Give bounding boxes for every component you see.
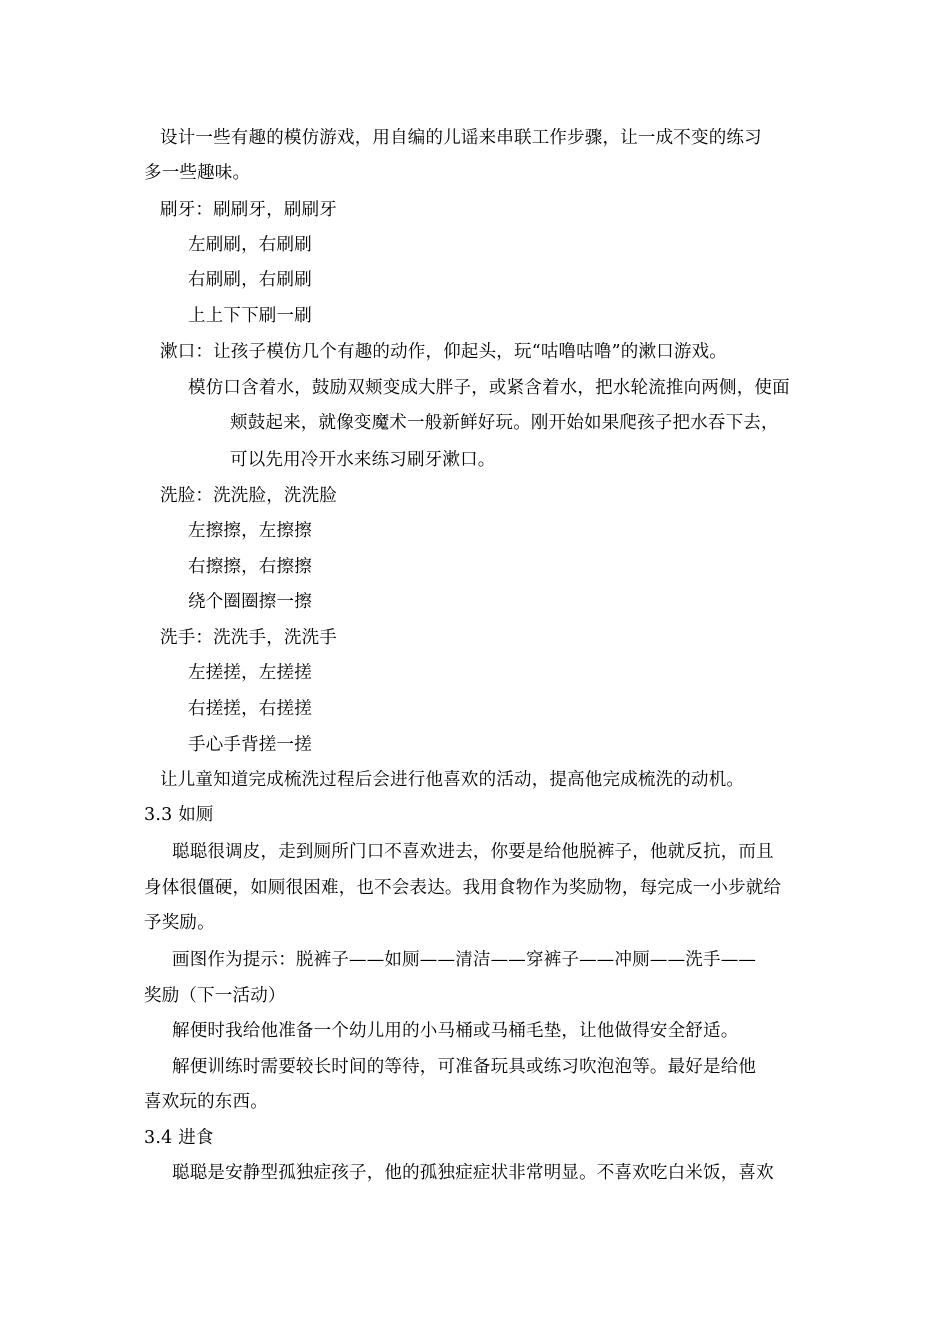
face-washing-rhyme-title: 洗脸：洗洗脸，洗洗脸 xyxy=(160,486,337,506)
motivation-paragraph: 让儿童知道完成梳洗过程后会进行他喜欢的活动，提高他完成梳洗的动机。 xyxy=(160,770,745,790)
rinsing-title: 漱口：让孩子模仿几个有趣的动作，仰起头，玩“咕噜咕噜”的漱口游戏。 xyxy=(160,342,727,362)
face-washing-rhyme-line-2: 右擦擦，右擦擦 xyxy=(188,557,312,577)
brushing-rhyme-line-1: 左刷刷，右刷刷 xyxy=(188,235,312,255)
hand-washing-rhyme-line-2: 右搓搓，右搓搓 xyxy=(188,699,312,719)
waiting-paragraph-line-1: 解便训练时需要较长时间的等待，可准备玩具或练习吹泡泡等。最好是给他 xyxy=(172,1057,757,1077)
picture-prompt-line-1: 画图作为提示：脱裤子——如厕——清洁——穿裤子——冲厕——洗手—— xyxy=(172,950,757,970)
rinsing-text-line-3: 可以先用冷开水来练习刷牙漱口。 xyxy=(230,450,496,470)
section-heading-eating: 3.4 进食 xyxy=(144,1128,214,1148)
paragraph-intro-line-1: 设计一些有趣的模仿游戏，用自编的儿谣来串联工作步骤，让一成不变的练习 xyxy=(160,128,762,148)
potty-paragraph: 解便时我给他准备一个幼儿用的小马桶或马桶毛垫，让他做得安全舒适。 xyxy=(172,1021,739,1041)
eating-paragraph-line-1: 聪聪是安静型孤独症孩子，他的孤独症症状非常明显。不喜欢吃白米饭，喜欢 xyxy=(172,1163,774,1183)
brushing-rhyme-line-2: 右刷刷，右刷刷 xyxy=(188,270,312,290)
toileting-paragraph-line-3: 予奖励。 xyxy=(144,913,215,933)
rinsing-text-line-1: 模仿口含着水，鼓励双颊变成大胖子，或紧含着水，把水轮流推向两侧，使面 xyxy=(188,378,790,398)
face-washing-rhyme-line-1: 左擦擦，左擦擦 xyxy=(188,521,312,541)
waiting-paragraph-line-2: 喜欢玩的东西。 xyxy=(144,1092,268,1112)
brushing-rhyme-line-3: 上上下下刷一刷 xyxy=(188,306,312,326)
toileting-paragraph-line-1: 聪聪很调皮，走到厕所门口不喜欢进去，你要是给他脱裤子，他就反抗，而且 xyxy=(172,842,774,862)
section-heading-toileting: 3.3 如厕 xyxy=(144,805,214,825)
paragraph-intro-line-2: 多一些趣味。 xyxy=(144,163,251,183)
rinsing-text-line-2: 颊鼓起来，就像变魔术一般新鲜好玩。刚开始如果爬孩子把水吞下去， xyxy=(230,413,779,433)
hand-washing-rhyme-line-1: 左搓搓，左搓搓 xyxy=(188,663,312,683)
hand-washing-rhyme-title: 洗手：洗洗手，洗洗手 xyxy=(160,628,337,648)
toileting-paragraph-line-2: 身体很僵硬，如厕很困难，也不会表达。我用食物作为奖励物，每完成一小步就给 xyxy=(144,878,782,898)
face-washing-rhyme-line-3: 绕个圈圈擦一擦 xyxy=(188,592,312,612)
hand-washing-rhyme-line-3: 手心手背搓一搓 xyxy=(188,735,312,755)
brushing-rhyme-title: 刷牙：刷刷牙，刷刷牙 xyxy=(160,200,337,220)
picture-prompt-line-2: 奖励（下一活动） xyxy=(144,986,286,1006)
